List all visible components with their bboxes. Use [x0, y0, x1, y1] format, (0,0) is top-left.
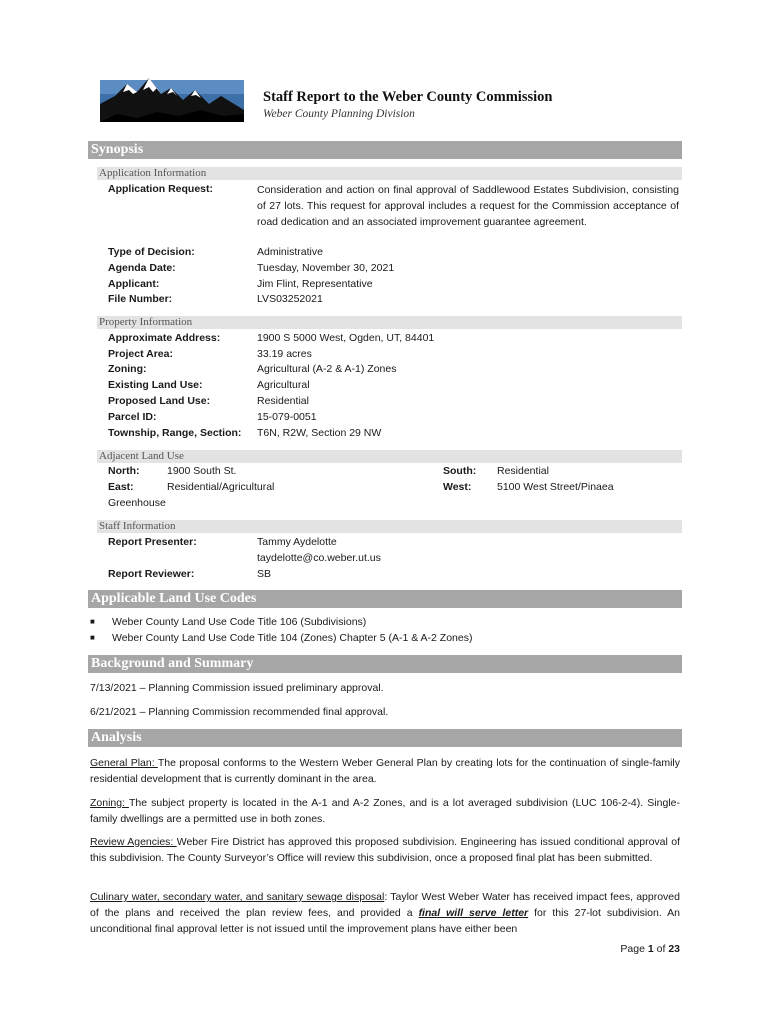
report-reviewer-value: SB [257, 568, 272, 580]
report-title: Staff Report to the Weber County Commission [263, 89, 553, 105]
zoning-paragraph-text: The subject property is located in the A-1 and A-2 Zones, and is a lot averaged subdivision (LUC 106-2-4). Single-family dwellings are a permitted use in both zones. [90, 797, 680, 825]
subsection-application-information: Application Information [97, 167, 682, 180]
section-synopsis: Synopsis [88, 141, 682, 159]
final-will-serve-letter-emphasis: final will serve letter [418, 907, 529, 919]
page-total: 23 [668, 943, 680, 955]
application-request-value: Consideration and action on final approval of Saddlewood Estates Subdivision, consisting of 27 lots. This request for approval includes a request for the Commission acceptance of road dedication and an associated improvement guarantee agreement. [257, 184, 679, 228]
weber-county-mountain-logo [97, 74, 247, 126]
water-sewage-text-b: for this 27-lot subdivision. An unconditional final approval letter is not issued until the improvement plans have either been [90, 907, 680, 935]
subsection-property-information: Property Information [97, 316, 682, 329]
report-reviewer-label: Report Reviewer: [108, 568, 195, 580]
subsection-adjacent-land-use: Adjacent Land Use [97, 450, 682, 463]
general-plan-text: The proposal conforms to the Western Weber General Plan by creating lots for the continuation of single-family residential development that is currently dominant in the area. [90, 757, 680, 785]
section-applicable-land-use-codes: Applicable Land Use Codes [88, 590, 682, 608]
type-of-decision-label: Type of Decision: [108, 246, 195, 258]
background-item: 6/21/2021 – Planning Commission recommended final approval. [90, 706, 389, 718]
background-item: 7/13/2021 – Planning Commission issued preliminary approval. [90, 682, 384, 694]
file-number-label: File Number: [108, 293, 173, 305]
code-list-item-text: Weber County Land Use Code Title 106 (Subdivisions) [112, 616, 367, 628]
project-area-value: 33.19 acres [257, 348, 312, 360]
approximate-address-value: 1900 S 5000 West, Ogden, UT, 84401 [257, 332, 435, 344]
bullet-icon: ■ [90, 617, 95, 626]
township-range-section-label: Township, Range, Section: [108, 427, 242, 439]
subsection-staff-information: Staff Information [97, 520, 682, 533]
review-agencies-label: Review Agencies: [90, 836, 177, 848]
zoning-paragraph-label: Zoning: [90, 797, 129, 809]
agenda-date-value: Tuesday, November 30, 2021 [257, 262, 395, 274]
adjacent-east-value: Residential/Agricultural [167, 481, 275, 493]
adjacent-south-value: Residential [497, 465, 549, 477]
general-plan-label: General Plan: [90, 757, 158, 769]
page-prefix: Page [620, 943, 648, 955]
parcel-id-value: 15-079-0051 [257, 411, 317, 423]
adjacent-west-label: West: [443, 481, 472, 493]
analysis-water-paragraph [90, 889, 680, 937]
analysis-review-agencies-paragraph [90, 834, 680, 866]
adjacent-north-label: North: [108, 465, 140, 477]
code-list-item-text: Weber County Land Use Code Title 104 (Zones) Chapter 5 (A-1 & A-2 Zones) [112, 632, 473, 644]
existing-land-use-value: Agricultural [257, 379, 310, 391]
file-number-value: LVS03252021 [257, 293, 323, 305]
water-sewage-text-a: : Taylor West Weber Water has received impact fees, approved of the plans and received the plan review fees, and provided a [90, 891, 680, 919]
applicant-label: Applicant: [108, 278, 160, 290]
page-current: 1 [647, 943, 654, 955]
type-of-decision-value: Administrative [257, 246, 323, 258]
adjacent-south-label: South: [443, 465, 477, 477]
application-request-label: Application Request: [108, 183, 214, 195]
applicant-value: Jim Flint, Representative [257, 278, 373, 290]
report-presenter-name: Tammy Aydelotte [257, 536, 337, 548]
existing-land-use-label: Existing Land Use: [108, 379, 203, 391]
analysis-zoning-paragraph [90, 795, 680, 827]
township-range-section-value: T6N, R2W, Section 29 NW [257, 427, 382, 439]
adjacent-west-value: 5100 West Street/Pinaea [497, 481, 614, 493]
code-list-item [90, 632, 473, 644]
adjacent-east-label: East: [108, 481, 134, 493]
report-presenter-email[interactable]: taydelotte@co.weber.ut.us [257, 552, 381, 564]
proposed-land-use-label: Proposed Land Use: [108, 395, 211, 407]
analysis-general-plan-paragraph [90, 755, 680, 787]
parcel-id-label: Parcel ID: [108, 411, 157, 423]
review-agencies-text: Weber Fire District has approved this proposed subdivision. Engineering has issued conditional approval of this subdivision. The County Surveyor’s Office will review this subdivision, once a proposed final plat has been submitted. [90, 836, 680, 864]
section-background-and-summary: Background and Summary [88, 655, 682, 673]
agenda-date-label: Agenda Date: [108, 262, 176, 274]
water-sewage-label: Culinary water, secondary water, and sanitary sewage disposal [90, 891, 385, 903]
bullet-icon: ■ [90, 633, 95, 642]
adjacent-north-value: 1900 South St. [167, 465, 237, 477]
code-list-item [90, 616, 366, 628]
approximate-address-label: Approximate Address: [108, 332, 221, 344]
zoning-label: Zoning: [108, 363, 147, 375]
project-area-label: Project Area: [108, 348, 173, 360]
adjacent-east-value-continued: Greenhouse [108, 497, 166, 509]
page-of: of [653, 943, 669, 955]
report-subtitle: Weber County Planning Division [263, 108, 415, 120]
zoning-value: Agricultural (A-2 & A-1) Zones [257, 363, 397, 375]
section-analysis: Analysis [88, 729, 682, 747]
page-number [620, 943, 680, 955]
proposed-land-use-value: Residential [257, 395, 309, 407]
report-presenter-label: Report Presenter: [108, 536, 197, 548]
